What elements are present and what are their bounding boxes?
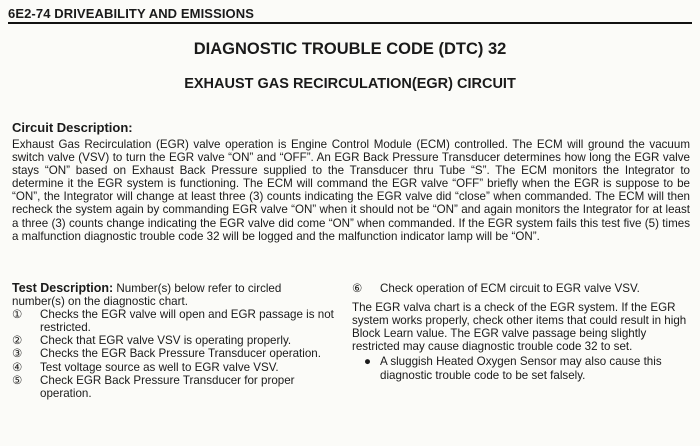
test-step	[12, 334, 337, 347]
test-description-right-column	[352, 282, 692, 382]
egr-chart-note: The EGR valva chart is a check of the EGR system. If the EGR system works properly, check other items that could result in high Block Learn value. The EGR valve passage being slightly restricted may cause diagnostic trouble code 32 to set.	[352, 301, 687, 354]
test-description-heading: Test Description:	[12, 281, 114, 295]
test-description-intro: Number(s) below refer to circled number(s) on the diagnostic chart.	[12, 282, 282, 309]
step-number: ⑥	[352, 282, 363, 295]
step-number: ①	[12, 308, 23, 322]
step-text: Checks the EGR Back Pressure Transducer operation.	[40, 347, 321, 361]
step-number: ⑤	[12, 373, 23, 387]
circuit-description-heading: Circuit Description:	[12, 120, 133, 135]
step-number: ④	[12, 360, 23, 374]
bullet-dot-icon: ●	[364, 355, 372, 369]
step-text: Test voltage source as well to EGR valve VSV.	[40, 360, 279, 374]
bullet-text: A sluggish Heated Oxygen Sensor may also cause this diagnostic trouble code to be set falsely.	[380, 355, 662, 382]
test-step	[12, 308, 337, 334]
page-header: 6E2-74 DRIVEABILITY AND EMISSIONS	[8, 6, 692, 24]
page-subtitle: EXHAUST GAS RECIRCULATION(EGR) CIRCUIT	[184, 76, 516, 92]
step-text: Check EGR Back Pressure Transducer for proper operation.	[40, 373, 295, 400]
step-text: Checks the EGR valve will open and EGR passage is not restricted.	[40, 308, 334, 335]
step-number: ②	[12, 334, 23, 348]
test-step	[12, 361, 337, 374]
test-description-lead	[12, 282, 337, 308]
page-title: DIAGNOSTIC TROUBLE CODE (DTC) 32	[193, 40, 507, 58]
step-text: Check that EGR valve VSV is operating properly.	[40, 334, 292, 348]
step-number: ③	[12, 347, 23, 361]
test-description	[12, 282, 337, 400]
test-step	[12, 374, 337, 400]
bullet-item	[352, 355, 692, 381]
test-step	[352, 282, 692, 295]
test-step	[12, 347, 337, 360]
step-text: Check operation of ECM circuit to EGR valve VSV.	[380, 282, 640, 295]
circuit-description-text: Exhaust Gas Recirculation (EGR) valve operation is Engine Control Module (ECM) controlled. The ECM will ground the vacuum switch valve (VSV) to turn the EGR valve “ON” and “OFF”. An EGR Back Pressure Transducer determines how long the EGR valve stays “ON” based on Exhaust Back Pressure supplied to the Transducer thru Tube “S”. The ECM monitors the Integrator to determine it the EGR system is functioning. The ECM will command the EGR valve “OFF” briefly when the EGR is suppose to be “ON”, the Integrator will change at least three (3) counts indicating the EGR valve did “close” when commanded. The ECM will then recheck the system again by commanding EGR valve “ON” when it should not be “ON” and again monitors the Integrator for at least a three (3) counts change indicating the EGR valve did come “ON” when commanded. If the EGR system fails this test five (5) times a malfunction diagnostic trouble code 32 will be logged and the malfunction indicator lamp will be “ON”.	[12, 138, 690, 243]
